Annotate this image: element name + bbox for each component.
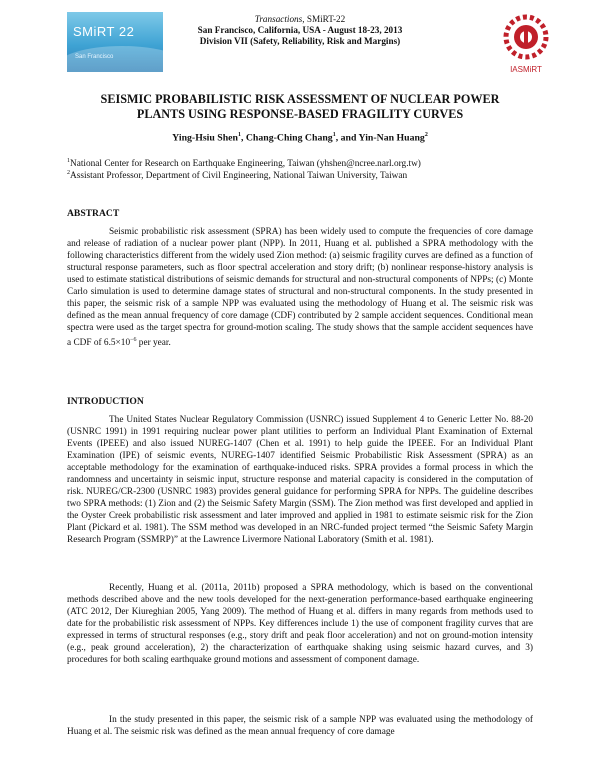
affiliation-mark: 1 bbox=[67, 158, 70, 164]
author-affil-mark: 1 bbox=[237, 132, 241, 138]
author-affil-mark: 2 bbox=[424, 132, 428, 138]
affiliation-2 bbox=[67, 167, 537, 182]
intro-paragraph-2: Recently, Huang et al. (2011a, 2011b) proposed a SPRA methodology, which is based on the conventional methods described above and the new tools developed for the next-generation performance-based earthquake engineering (ATC 2012, Der Kiureghian 2005, Yang 2009). The method of Huang et al. differs in many regards from methods used to date for the probabilistic risk assessment of NPPs. Key differences include 1) the use of component fragility curves that are expressed in terms of structural responses (e.g., story drift and peak floor acceleration) and not on ground-motion intensity (e.g., peak ground acceleration), 2) the characterization of earthquake shaking using seismic hazard curves, and 3) procedures for both scaling earthquake ground motions and assessment of component damage. bbox=[67, 583, 533, 665]
abstract-tail: per year. bbox=[136, 338, 171, 349]
abstract-text: Seismic probabilistic risk assessment (SPRA) has been widely used to compute the frequencies of core damage and release of radiation of a nuclear power plant (NPP). In 2011, Huang et al. published a SPRA methodology with the following characteristics different from the widely used Zion method: (a) seismic fragility curves are defined as a function of structural response parameters, such as floor spectral acceleration and story drift; (b) nonlinear response-history analysis is used to estimate statistical distributions of seismic demands for structural and non-structural components of NPPs; (c) Monte Carlo simulation is used to determine damage states of structural and non-structural components. In the study presented in this paper, the seismic risk of a sample NPP was evaluated using the methodology of Huang et al. The seismic risk was defined as the mean annual frequency of core damage (CDF) contributed by 2 sample accident sequences. Conditional mean spectra were used as the target spectra for ground-motion scaling. The study shows that the sample accident sequences have a CDF of 6.5×10 bbox=[67, 227, 533, 349]
abstract-body bbox=[67, 226, 533, 349]
affiliation-text: Assistant Professor, Department of Civil Engineering, National Taiwan University, Taiwan bbox=[70, 171, 408, 182]
author-name: Ying-Hsiu Shen bbox=[172, 132, 238, 144]
author-affil-mark: 1 bbox=[332, 132, 336, 138]
series-title: Transactions bbox=[254, 14, 303, 24]
introduction-heading: INTRODUCTION bbox=[67, 396, 144, 407]
series-name: SMiRT-22 bbox=[306, 14, 346, 24]
series-line: Transactions, SMiRT-22 bbox=[254, 14, 346, 24]
conference-header bbox=[160, 14, 440, 47]
affiliation-mark: 2 bbox=[67, 170, 70, 176]
author-separator: , bbox=[240, 132, 246, 144]
author-name: Yin-Nan Huang bbox=[358, 132, 425, 144]
paper-title bbox=[50, 92, 550, 122]
author-name: Chang-Ching Chang bbox=[245, 132, 333, 144]
title-line-2: PLANTS USING RESPONSE-BASED FRAGILITY CURVES bbox=[136, 107, 464, 121]
abstract-heading: ABSTRACT bbox=[67, 208, 120, 219]
iasmirt-emblem-icon bbox=[496, 10, 556, 66]
abstract-exponent: −6 bbox=[130, 337, 137, 343]
intro-paragraph-3: In the study presented in this paper, the seismic risk of a sample NPP was evaluated using the methodology of Huang et al. The seismic risk was defined as the mean annual frequency of core damage bbox=[67, 715, 533, 737]
smirt-logo-text: SMiRT 22 bbox=[73, 24, 135, 39]
intro-paragraph-1: The United States Nuclear Regulatory Commission (USNRC) issued Supplement 4 to Generic Letter No. 88-20 (USNRC 1991) in 1991 requiring nuclear power plant utilities to perform an Individual Plant Examination of External Events (IPEEE) and also issued NUREG-1407 (Chen et al. 1991) to help guide the IPEEE. For an Individual Plant Examination (IPE) of seismic events, NUREG-1407 identified Seismic Probabilistic Risk Assessment (SPRA) as an acceptable methodology for the examination of earthquake-induced risks. SPRA provides a formal process in which the randomness and uncertainty in seismic input, structure response and material capacity is considered in the computation of risk. NUREG/CR-2300 (USNRC 1983) provides general guidance for performing SPRA for NPPs. The guideline describes two SPRA methods: (1) Zion and (2) the Seismic Safety Margin (SSM). The Zion method was first developed and applied in the Oyster Creek probabilistic risk assessment and later improved and applied in 1981 to estimate seismic risk for the Zion Plant (Pickard et al. 1981). The SSM method was developed in an NRC-funded project termed “the Seismic Safety Margin Research Program (SSMRP)” at the Lawrence Livermore National Laboratory (Smith et al. 1981). bbox=[67, 415, 533, 545]
smirt-logo bbox=[67, 12, 163, 72]
smirt-logo-subtext: San Francisco bbox=[75, 54, 114, 60]
division-line: Division VII (Safety, Reliability, Risk and Margins) bbox=[199, 36, 401, 46]
iasmirt-logo bbox=[496, 10, 556, 76]
affiliation-text: National Center for Research on Earthquake Engineering, Taiwan (yhshen@ncree.narl.org.tw) bbox=[70, 159, 421, 170]
iasmirt-label: IASMiRT bbox=[510, 65, 542, 74]
title-line-1: SEISMIC PROBABILISTIC RISK ASSESSMENT OF NUCLEAR POWER bbox=[100, 92, 500, 106]
author-list bbox=[50, 132, 550, 143]
location-date: San Francisco, California, USA - August 18-23, 2013 bbox=[197, 25, 403, 35]
author-separator: , and bbox=[335, 132, 359, 144]
